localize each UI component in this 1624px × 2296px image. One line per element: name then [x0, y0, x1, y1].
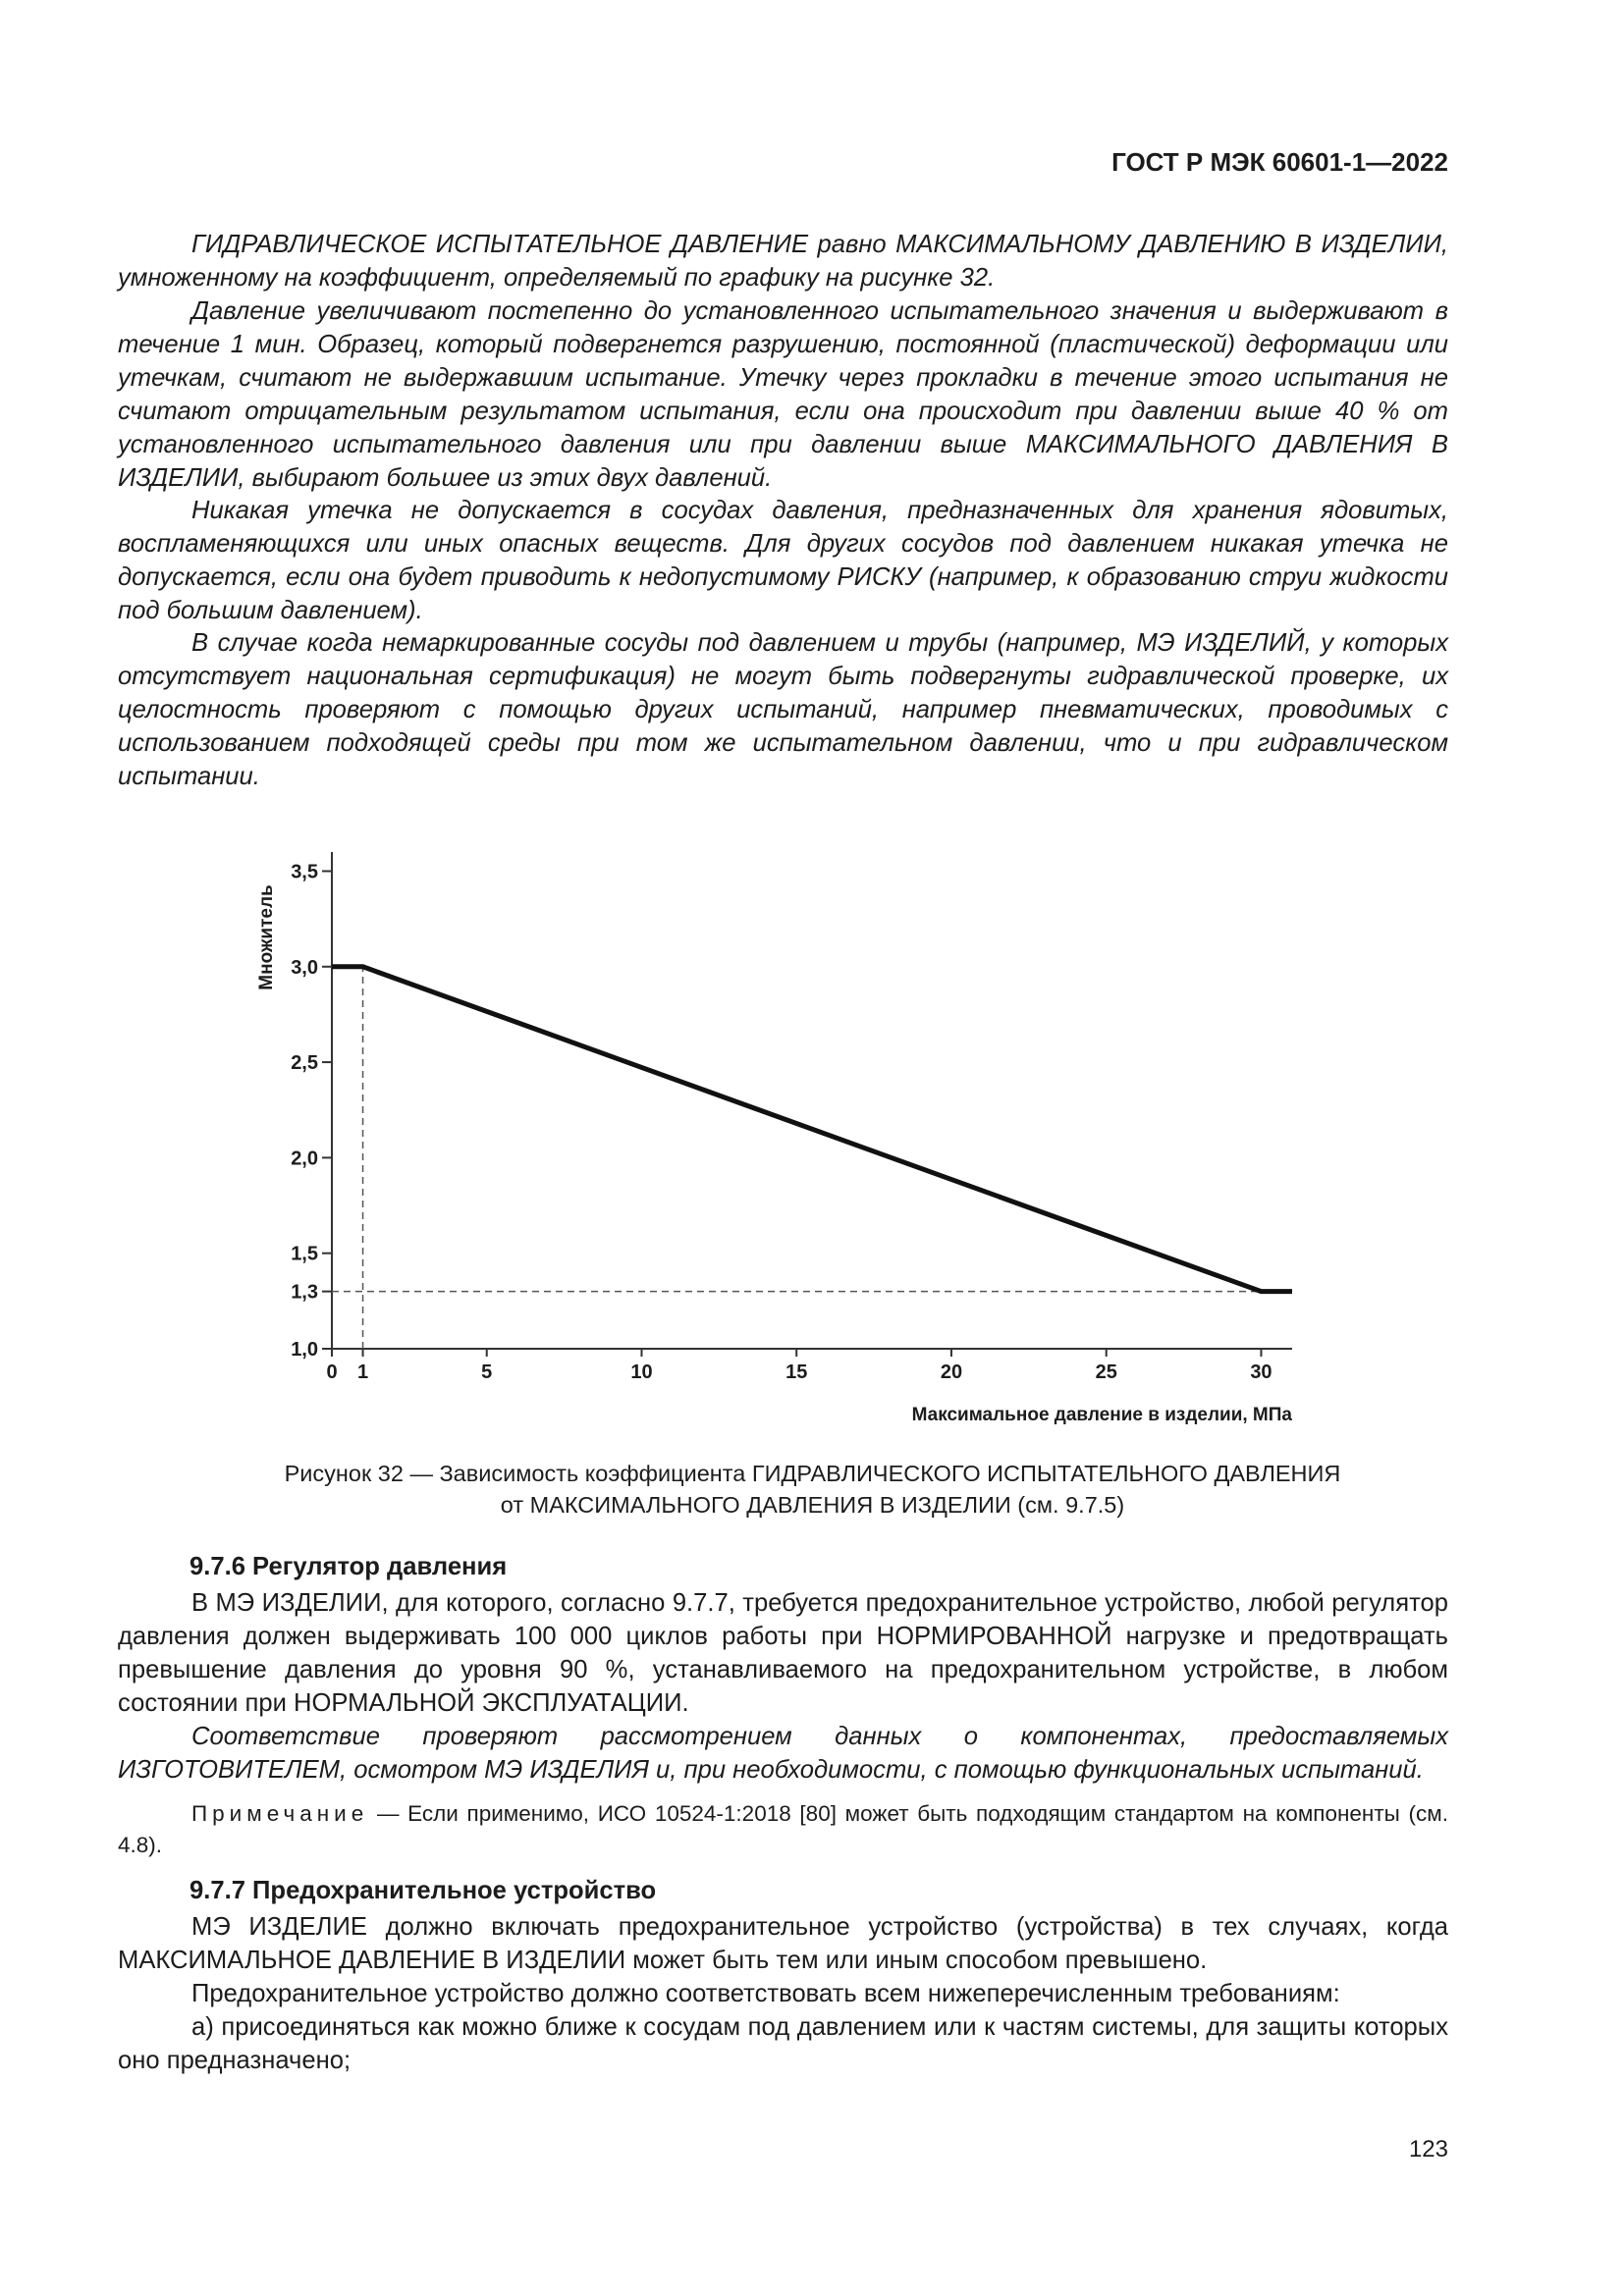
x-tick-label: 20 [940, 1362, 963, 1383]
multiplier-line [332, 967, 1292, 1292]
y-tick-label: 3,0 [291, 956, 318, 979]
x-tick-label: 1 [356, 1362, 369, 1383]
figure-caption-line-1: Рисунок 32 — Зависимость коэффициента ГИДРАВЛИЧЕСКОГО ИСПЫТАТЕЛЬНОГО ДАВЛЕНИЯ [284, 1461, 1341, 1486]
x-tick-label: 25 [1095, 1362, 1117, 1383]
y-axis-label: Множитель [256, 884, 277, 990]
x-tick-group [326, 1349, 1272, 1383]
reference-lines [332, 967, 1261, 1349]
y-tick-label: 1,3 [291, 1281, 318, 1304]
x-tick-label: 30 [1250, 1362, 1272, 1383]
paragraph-safety-device: МЭ ИЗДЕЛИЕ должно включать предохранительное устройство (устройства) в тех случаях, когда МАКСИМАЛЬНОЕ ДАВЛЕНИЕ В ИЗДЕЛИИ может быть тем или иным способом превышено. [118, 1913, 1448, 1974]
paragraph-hydraulic-pressure: ГИДРАВЛИЧЕСКОЕ ИСПЫТАТЕЛЬНОЕ ДАВЛЕНИЕ равно МАКСИМАЛЬНОМУ ДАВЛЕНИЮ В ИЗДЕЛИИ, умноженному на коэффициент, определяемый по графику на рисунке 32. [118, 231, 1448, 292]
y-tick-label: 2,5 [291, 1052, 318, 1075]
y-tick-label: 1,0 [291, 1339, 318, 1361]
figure-caption-line-2: от МАКСИМАЛЬНОГО ДАВЛЕНИЯ В ИЗДЕЛИИ (см. 9.7.5) [500, 1492, 1125, 1518]
note-text: — Если применимо, ИСО 10524-1:2018 [80] может быть подходящим стандартом на компоненты (см. 4.8). [118, 1801, 1448, 1857]
note-block [118, 1798, 1448, 1861]
y-tick-label: 2,0 [291, 1148, 318, 1170]
x-tick-label: 0 [326, 1362, 338, 1383]
list-item-a: а) присоединяться как можно ближе к сосудам под давлением или к частям системы, для защиты которых оно предназначено; [118, 2013, 1448, 2074]
paragraph-regulator: В МЭ ИЗДЕЛИИ, для которого, согласно 9.7.7, требуется предохранительное устройство, любой регулятор давления должен выдерживать 100 000 циклов работы при НОРМИРОВАННОЙ нагрузке и предотвращать превышение давления до уровня 90 %, устанавливаемого на предохранительном устройстве, в любом состоянии при НОРМАЛЬНОЙ ЭКСПЛУАТАЦИИ. [118, 1589, 1448, 1717]
note-label: Примечание [191, 1801, 369, 1826]
paragraph-compliance: Соответствие проверяют рассмотрением данных о компонентах, предоставляемых ИЗГОТОВИТЕЛЕМ, осмотром МЭ ИЗДЕЛИЯ и, при необходимости, с помощью функциональных испытаний. [118, 1723, 1448, 1784]
paragraph-pressure-increase: Давление увеличивают постепенно до установленного испытательного значения и выдерживают в течение 1 мин. Образец, который подвергнется разрушению, постоянной (пластической) деформации или утечкам, считают не выдержавшим испытание. Утечку через прокладки в течение этого испытания не считают отрицательным результатом испытания, если она происходит при давлении выше 40 % от установленного испытательного давления или при давлении выше МАКСИМАЛЬНОГО ДАВЛЕНИЯ В ИЗДЕЛИИ, выбирают большее из этих двух давлений. [118, 297, 1448, 492]
section-heading-977: 9.7.7 Предохранительное устройство [189, 1877, 657, 1904]
document-header: ГОСТ Р МЭК 60601-1—2022 [1111, 147, 1448, 177]
paragraph-requirements: Предохранительное устройство должно соответствовать всем нижеперечисленным требованиям: [191, 1980, 1340, 2007]
y-tick-label: 3,5 [291, 861, 318, 883]
page-number: 123 [1408, 2136, 1448, 2163]
x-tick-label: 15 [785, 1362, 808, 1383]
y-tick-label: 1,5 [291, 1243, 318, 1265]
x-tick-label: 10 [630, 1362, 653, 1383]
section-heading-976: 9.7.6 Регулятор давления [189, 1553, 508, 1580]
x-axis-label: Максимальное давление в изделии, МПа [911, 1405, 1292, 1425]
paragraph-leakage: Никакая утечка не допускается в сосудах давления, предназначенных для хранения ядовитых, воспламеняющихся или иных опасных веществ. Для других сосудов под давлением никакая утечка не допускается, если она будет приводить к недопустимому РИСКУ (например, к образованию струи жидкости под большим давлением). [118, 497, 1448, 624]
series-group [332, 967, 1292, 1292]
y-tick-group [291, 861, 332, 1361]
paragraph-unmarked-vessels: В случае когда немаркированные сосуды под давлением и трубы (например, МЭ ИЗДЕЛИЙ, у которых отсутствует национальная сертификация) не могут быть подвергнуты гидравлической проверке, их целостность проверяют с помощью других испытаний, например пневматических, проводимых с использованием подходящей среды при том же испытательном давлении, что и при гидравлическом испытании. [118, 629, 1448, 790]
x-tick-label: 5 [481, 1362, 493, 1383]
